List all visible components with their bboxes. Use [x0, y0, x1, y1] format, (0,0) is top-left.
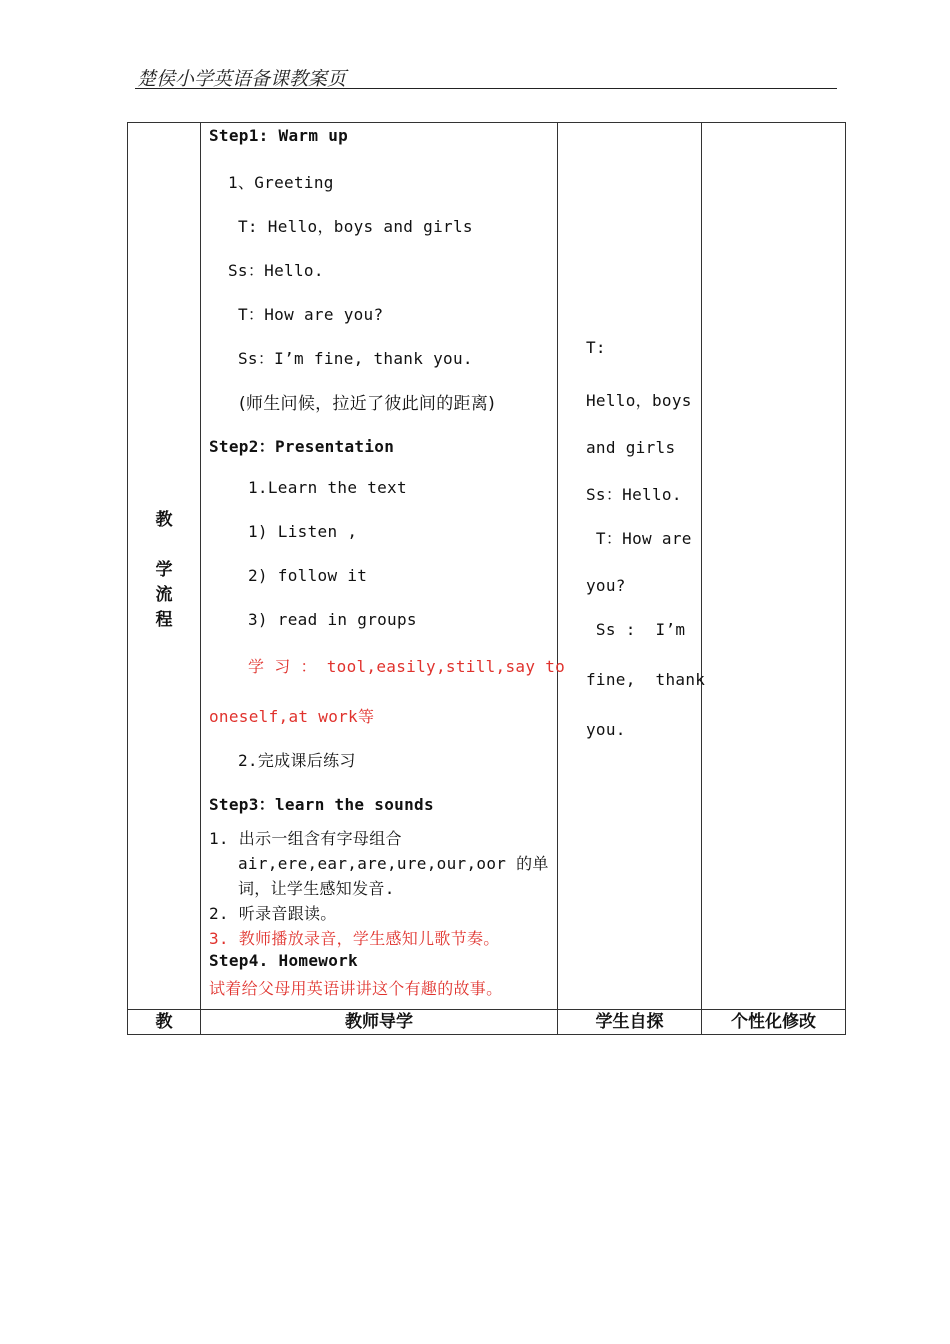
- table-col-divider-2: [557, 122, 558, 1035]
- step3-item: 1. 出示一组含有字母组合: [209, 829, 402, 848]
- footer-cell-student-explore: 学生自探: [595, 1012, 664, 1032]
- teaching-note: (师生问候，拉近了彼此间的距离): [239, 394, 496, 414]
- study-words-line: 学 习 ： tool,easily,still,say to: [248, 657, 566, 676]
- student-line: you?: [586, 576, 626, 595]
- table-col-divider-3: [701, 122, 702, 1035]
- table-col-divider-1: [200, 122, 201, 1035]
- student-line: Ss : I’m: [586, 620, 686, 639]
- student-line: Ss：Hello.: [586, 485, 682, 504]
- step3-item: 词，让学生感知发音.: [238, 879, 395, 898]
- step2-title: Step2：Presentation: [209, 437, 395, 456]
- table-border-bottom: [127, 1034, 846, 1035]
- study-words-line: oneself,at work等: [209, 707, 375, 726]
- student-line: and girls: [586, 438, 676, 457]
- list-item: 2) follow it: [248, 566, 368, 585]
- dialog-line: T：How are you?: [238, 305, 384, 324]
- step3-item: 2. 听录音跟读。: [209, 904, 337, 923]
- footer-cell-teacher-guide: 教师导学: [345, 1012, 413, 1032]
- list-item: 1.Learn the text: [248, 478, 407, 497]
- exercise-item: 2.完成课后练习: [238, 751, 356, 770]
- student-line: T：How are: [586, 529, 692, 548]
- student-line: Hello，boys: [586, 391, 692, 410]
- side-label-char-1: 教: [155, 510, 173, 530]
- step3-title: Step3：learn the sounds: [209, 795, 434, 814]
- list-item: 1) Listen ,: [248, 522, 358, 541]
- side-label-char-2: 学: [155, 560, 173, 580]
- student-line: T:: [586, 338, 606, 357]
- homework-text: 试着给父母用英语讲讲这个有趣的故事。: [209, 979, 503, 998]
- student-line: you.: [586, 720, 626, 739]
- step1-title: Step1: Warm up: [209, 126, 349, 145]
- step3-item: 3. 教师播放录音，学生感知儿歌节奏。: [209, 929, 500, 948]
- dialog-line: Ss：I’m fine, thank you.: [238, 349, 473, 368]
- step4-title: Step4. Homework: [209, 951, 358, 970]
- greeting-item: 1、Greeting: [228, 173, 334, 192]
- list-item: 3) read in groups: [248, 610, 417, 629]
- footer-cell-personal-edit: 个性化修改: [731, 1012, 816, 1032]
- footer-cell-label: 教: [155, 1012, 173, 1032]
- student-line: fine, thank: [586, 670, 706, 689]
- side-label-char-3: 流: [155, 585, 173, 605]
- table-border-top: [127, 122, 846, 123]
- table-border-right: [845, 122, 846, 1035]
- side-label-char-4: 程: [155, 610, 173, 630]
- page-header-title: 楚侯小学英语备课教案页: [137, 68, 347, 90]
- header-rule: [135, 88, 837, 89]
- dialog-line: Ss：Hello.: [228, 261, 324, 280]
- dialog-line: T: Hello，boys and girls: [238, 217, 473, 236]
- step3-item: air,ere,ear,are,ure,our,oor 的单: [238, 854, 549, 873]
